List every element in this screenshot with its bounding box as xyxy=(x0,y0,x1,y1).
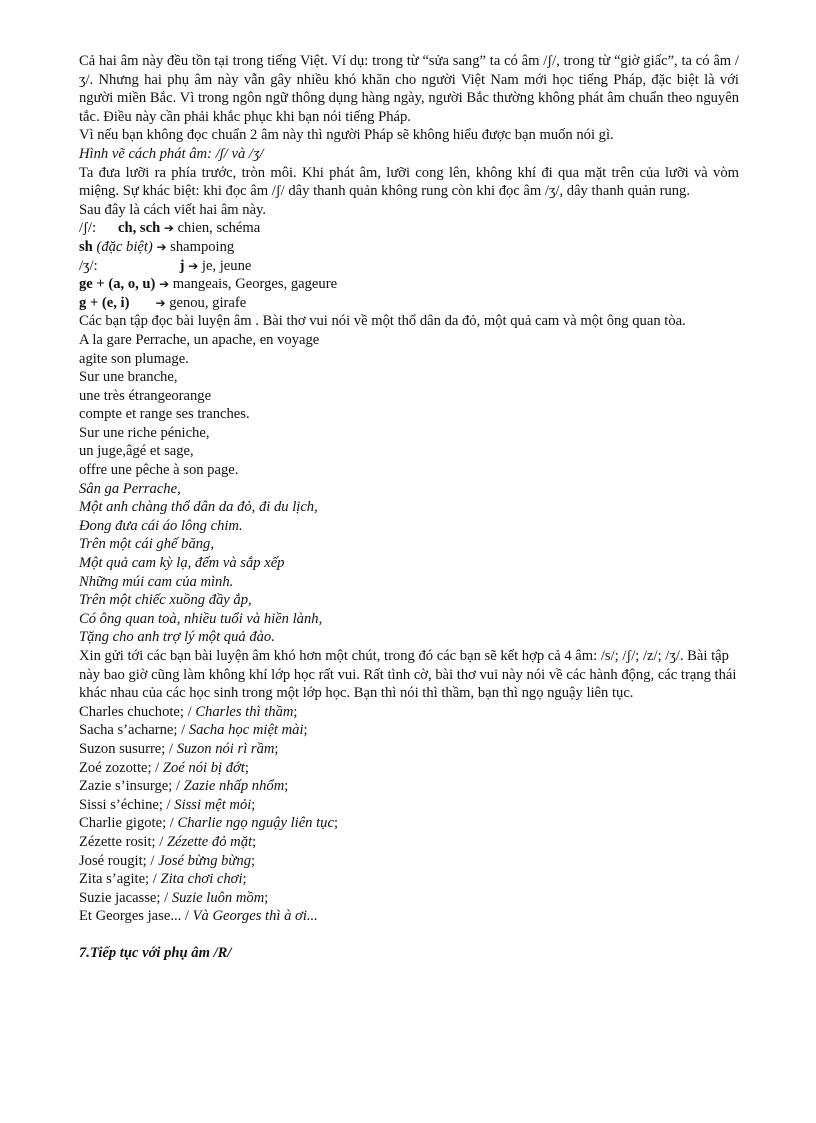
poem-line: Tặng cho anh trợ lý một quả đào. xyxy=(79,629,275,646)
intro-paragraph: Cả hai âm này đều tồn tại trong tiếng Việt. Ví dụ: trong từ “sửa sang” ta có âm /ʃ/, trong từ “giờ giấc”, ta có âm /ʒ/. Nhưng hai phụ âm này vẫn gây nhiều khó khăn cho người Việt Nam mới học tiếng Pháp, đặc biệt là với người miền Bắc. Vì trong ngôn ngữ thông dụng hàng ngày, người Bắc thường không phát âm chuẩn theo nguyên tắc. Điều này cần phải khắc phục khi bạn nói tiếng Pháp. xyxy=(79,53,739,125)
french-text: Sissi s’échine; / xyxy=(79,796,175,813)
vietnamese-text: Zita chơi chơi xyxy=(160,871,243,888)
poem-line: Một quả cam kỳ lạ, đếm và sắp xếp xyxy=(79,555,285,572)
line-end: ; xyxy=(251,796,256,813)
list-item xyxy=(79,740,739,759)
spelling-rule xyxy=(79,257,739,276)
spelling-rule xyxy=(79,294,739,313)
french-text: Charles chuchote; / xyxy=(79,703,196,720)
spelling-rule xyxy=(79,275,739,294)
list-item xyxy=(79,703,739,722)
vietnamese-text: Suzon nói rì rầm xyxy=(176,740,275,757)
rule-letters: sh xyxy=(79,238,93,255)
pronunciation-description: Ta đưa lưỡi ra phía trước, tròn môi. Khi phát âm, lưỡi cong lên, không khí đi qua mặt trên của lưỡi và vòm miệng. Sự khác biệt: khi đọc âm /ʃ/ dây thanh quản không rung còn khi đọc âm /ʒ/, dây thanh quản rung. xyxy=(79,164,739,200)
list-item xyxy=(79,796,739,815)
vietnamese-text: Zoé nói bị đớt xyxy=(162,759,245,776)
rule-letters: ch, sch xyxy=(118,220,161,237)
document-page xyxy=(79,52,739,963)
vietnamese-text: Zézette đỏ mặt xyxy=(166,833,253,850)
french-text: Zazie s’insurge; / xyxy=(79,778,184,795)
poem-line: une très étrangeorange xyxy=(79,387,212,404)
figure-caption: Hình vẽ cách phát âm: /ʃ/ và /ʒ/ xyxy=(79,145,264,162)
french-text: José rougit; / xyxy=(79,852,159,869)
list-item xyxy=(79,814,739,833)
arrow-icon: ➔ xyxy=(155,295,166,310)
rule-examples: shampoing xyxy=(170,238,235,255)
poem-french xyxy=(79,331,739,480)
list-item xyxy=(79,759,739,778)
poem-line: agite son plumage. xyxy=(79,350,189,367)
rule-letters: j xyxy=(179,257,185,274)
poem-line: Trên một chiếc xuồng đầy ắp, xyxy=(79,592,252,609)
line-end: ; xyxy=(274,740,279,757)
french-text: Et Georges jase... / xyxy=(79,908,193,925)
rule-letters: ge + (a, o, u) xyxy=(79,276,156,293)
french-text: Sacha s’acharne; / xyxy=(79,722,189,739)
exercise2-intro: Xin gửi tới các bạn bài luyện âm khó hơn một chút, trong đó các bạn sẽ kết hợp cả 4 âm: /s/; /ʃ/; /z/; /ʒ/. Bài tập này bao giờ cũng làm không khí lớp học rất vui. Rất tình cờ, bài thơ vui này nói về các hành động, các trạng thái khác nhau của các học sinh trong một lớp học. Bạn thì nói thì thầm, bạn thì ngọ nguậy liên tục. xyxy=(79,648,737,702)
poem-line: Những múi cam của mình. xyxy=(79,573,234,590)
line-end: ; xyxy=(252,833,257,850)
rule-examples: mangeais, Georges, gageure xyxy=(172,276,338,293)
list-item xyxy=(79,777,739,796)
list-item xyxy=(79,907,739,926)
list-item xyxy=(79,870,739,889)
poem-line: Có ông quan toà, nhiều tuổi và hiền lành, xyxy=(79,610,323,627)
vietnamese-text: José bừng bừng xyxy=(158,852,251,869)
rule-examples: chien, schéma xyxy=(177,220,261,237)
line-end: ; xyxy=(333,815,339,832)
poem-line: A la gare Perrache, un apache, en voyage xyxy=(79,331,320,348)
line-end: ; xyxy=(242,871,247,888)
poem-line: Một anh chàng thổ dân da đỏ, đi du lịch, xyxy=(79,499,318,516)
line-end: ; xyxy=(244,759,249,776)
poem-line: Trên một cái ghế băng, xyxy=(79,536,214,553)
vietnamese-text: Charlie ngọ nguậy liên tục xyxy=(177,815,334,832)
french-text: Zoé zozotte; / xyxy=(79,759,163,776)
arrow-icon: ➔ xyxy=(188,258,199,273)
sound-symbol: /ʒ/: xyxy=(79,257,98,274)
french-text: Suzie jacasse; / xyxy=(79,889,172,906)
line-end: ; xyxy=(251,852,256,869)
poem-line: offre une pêche à son page. xyxy=(79,462,239,479)
intro-line: Vì nếu bạn không đọc chuẩn 2 âm này thì người Pháp sẽ không hiểu được bạn muốn nói gì. xyxy=(79,127,614,144)
line-end: ; xyxy=(293,703,298,720)
french-text: Charlie gigote; / xyxy=(79,815,178,832)
spelling-rule xyxy=(79,238,739,257)
arrow-icon: ➔ xyxy=(159,277,170,292)
poem-line: un juge,âgé et sage, xyxy=(79,443,194,460)
list-item xyxy=(79,852,739,871)
poem-line: Sur une riche péniche, xyxy=(79,424,210,441)
sound-symbol: /ʃ/: xyxy=(79,220,97,237)
vietnamese-text: Zazie nhấp nhổm xyxy=(183,778,285,795)
rule-examples: je, jeune xyxy=(201,257,252,274)
exercise2-list xyxy=(79,703,739,926)
poem-line: Đong đưa cái áo lông chim. xyxy=(79,517,243,534)
poem-line: Sur une branche, xyxy=(79,369,178,386)
vietnamese-text: Suzie luôn mồm xyxy=(171,889,265,906)
line-end: ; xyxy=(303,722,308,739)
spelling-rules xyxy=(79,219,739,312)
vietnamese-text: Sacha học miệt mài xyxy=(188,722,304,739)
spelling-rule xyxy=(79,219,739,238)
list-item xyxy=(79,721,739,740)
vietnamese-text: Và Georges thì à ơi... xyxy=(192,908,318,925)
rule-note: (đặc biệt) xyxy=(96,238,153,255)
list-item xyxy=(79,889,739,908)
spelling-intro: Sau đây là cách viết hai âm này. xyxy=(79,201,267,218)
arrow-icon: ➔ xyxy=(163,221,174,236)
french-text: Zézette rosit; / xyxy=(79,833,167,850)
list-item xyxy=(79,833,739,852)
vietnamese-text: Sissi mệt mỏi xyxy=(174,796,252,813)
rule-examples: genou, girafe xyxy=(169,294,247,311)
spacer xyxy=(79,926,739,944)
arrow-icon: ➔ xyxy=(156,239,167,254)
poem-line: compte et range ses tranches. xyxy=(79,406,250,423)
line-end: ; xyxy=(284,778,289,795)
poem-vietnamese xyxy=(79,480,739,647)
poem-line: Sân ga Perrache, xyxy=(79,480,181,497)
exercise1-intro: Các bạn tập đọc bài luyện âm . Bài thơ vui nói về một thổ dân da đỏ, một quả cam và một ông quan tòa. xyxy=(79,313,686,330)
french-text: Suzon susurre; / xyxy=(79,740,177,757)
section-heading: 7.Tiếp tục với phụ âm /R/ xyxy=(79,944,232,961)
french-text: Zita s’agite; / xyxy=(79,871,161,888)
vietnamese-text: Charles thì thầm xyxy=(195,703,294,720)
rule-letters: g + (e, i) xyxy=(79,294,130,311)
line-end: ; xyxy=(264,889,269,906)
